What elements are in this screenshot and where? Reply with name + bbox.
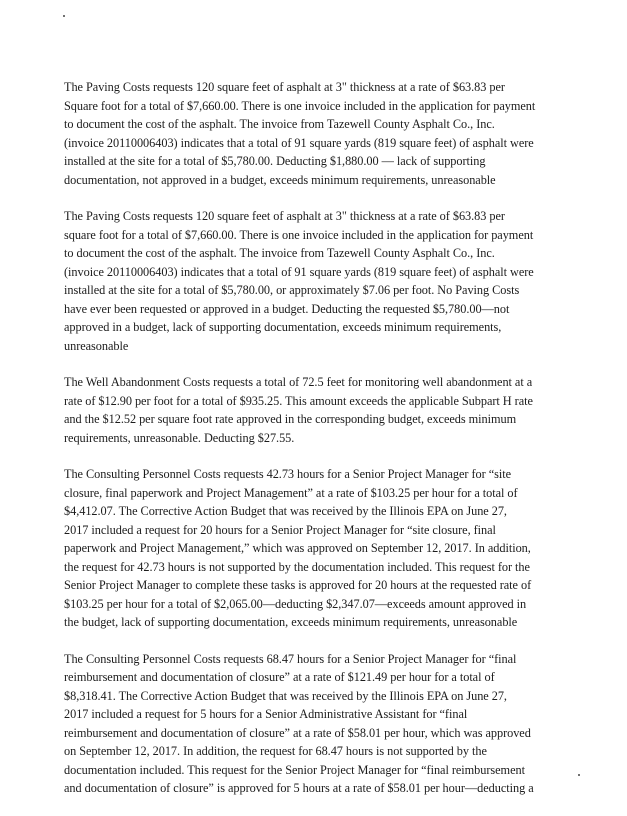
text-line: The Paving Costs requests 120 square feet of asphalt at 3" thickness at a rate of $63.83 per xyxy=(64,80,505,94)
text-line: installed at the site for a total of $5,780.00, or approximately $7.06 per foot. No Paving Costs xyxy=(64,283,520,297)
text-line: paperwork and Project Management,” which was approved on September 12, 2017. In addition, xyxy=(64,541,531,555)
paragraph-3 xyxy=(64,373,564,447)
text-line: unreasonable xyxy=(64,338,129,353)
text-line: The Consulting Personnel Costs requests 68.47 hours for a Senior Project Manager for “final xyxy=(64,651,517,666)
scan-speck-bottom xyxy=(578,774,580,776)
text-line: and the $12.52 per square foot rate approved in the corresponding budget, exceeds minimum xyxy=(64,412,517,426)
text-line: The Paving Costs requests 120 square feet of asphalt at 3" thickness at a rate of $63.83 per xyxy=(64,209,505,223)
paragraph-2 xyxy=(64,207,564,355)
text-line: square foot for a total of $7,660.00. There is one invoice included in the application for payment xyxy=(64,227,534,242)
text-line: the request for 42.73 hours is not supported by the documentation included. This request for the xyxy=(64,559,530,574)
text-line: Senior Project Manager to complete these tasks is approved for 20 hours at the requested rate of xyxy=(64,578,532,592)
document-body xyxy=(64,78,564,816)
text-line: $8,318.41. The Corrective Action Budget that was received by the Illinois EPA on June 27, xyxy=(64,688,507,703)
text-line: requirements, unreasonable. Deducting $27.55. xyxy=(64,430,295,445)
text-line: to document the cost of the asphalt. The invoice from Tazewell County Asphalt Co., Inc. xyxy=(64,246,495,260)
text-line: documentation included. This request for the Senior Project Manager for “final reimbursement xyxy=(64,762,525,777)
text-line: (invoice 20110006403) indicates that a total of 91 square yards (819 square feet) of asphalt were xyxy=(64,135,534,150)
text-line: 2017 included a request for 5 hours for a Senior Administrative Assistant for “final xyxy=(64,707,468,721)
text-line: $4,412.07. The Corrective Action Budget that was received by the Illinois EPA on June 27, xyxy=(64,504,507,518)
text-line: Square foot for a total of $7,660.00. There is one invoice included in the application for payment xyxy=(64,98,536,113)
scan-speck-top xyxy=(63,15,65,17)
text-line: and documentation of closure” is approved for 5 hours at a rate of $58.01 per hour—deducting a xyxy=(64,781,534,795)
text-line: reimbursement and documentation of closure” at a rate of $121.49 per hour for a total of xyxy=(64,670,495,684)
text-line: 2017 included a request for 20 hours for a Senior Project Manager for “site closure, final xyxy=(64,522,496,537)
text-line: approved in a budget, lack of supporting documentation, exceeds minimum requirements, xyxy=(64,320,502,334)
text-line: The Well Abandonment Costs requests a total of 72.5 feet for monitoring well abandonment at a xyxy=(64,375,533,389)
text-line: the budget, lack of supporting documentation, exceeds minimum requirements, unreasonable xyxy=(64,615,518,629)
text-line: on September 12, 2017. In addition, the request for 68.47 hours is not supported by the xyxy=(64,744,487,758)
paragraph-4 xyxy=(64,465,564,632)
text-line: closure, final paperwork and Project Management” at a rate of $103.25 per hour for a total of xyxy=(64,485,518,500)
paragraph-1 xyxy=(64,78,564,189)
text-line: The Consulting Personnel Costs requests 42.73 hours for a Senior Project Manager for “site xyxy=(64,467,511,481)
text-line: rate of $12.90 per foot for a total of $935.25. This amount exceeds the applicable Subpart H rate xyxy=(64,393,533,408)
text-line: have ever been requested or approved in a budget. Deducting the requested $5,780.00—not xyxy=(64,301,510,316)
text-line: to document the cost of the asphalt. The invoice from Tazewell County Asphalt Co., Inc. xyxy=(64,117,495,131)
text-line: documentation, not approved in a budget, exceeds minimum requirements, unreasonable xyxy=(64,172,496,187)
paragraph-5 xyxy=(64,650,564,798)
text-line: (invoice 20110006403) indicates that a total of 91 square yards (819 square feet) of asphalt were xyxy=(64,264,534,279)
text-line: $103.25 per hour for a total of $2,065.00—deducting $2,347.07—exceeds amount approved in xyxy=(64,596,527,611)
text-line: installed at the site for a total of $5,780.00. Deducting $1,880.00 — lack of supporting xyxy=(64,154,486,168)
text-line: reimbursement and documentation of closure” at a rate of $58.01 per hour, which was approved xyxy=(64,725,531,740)
